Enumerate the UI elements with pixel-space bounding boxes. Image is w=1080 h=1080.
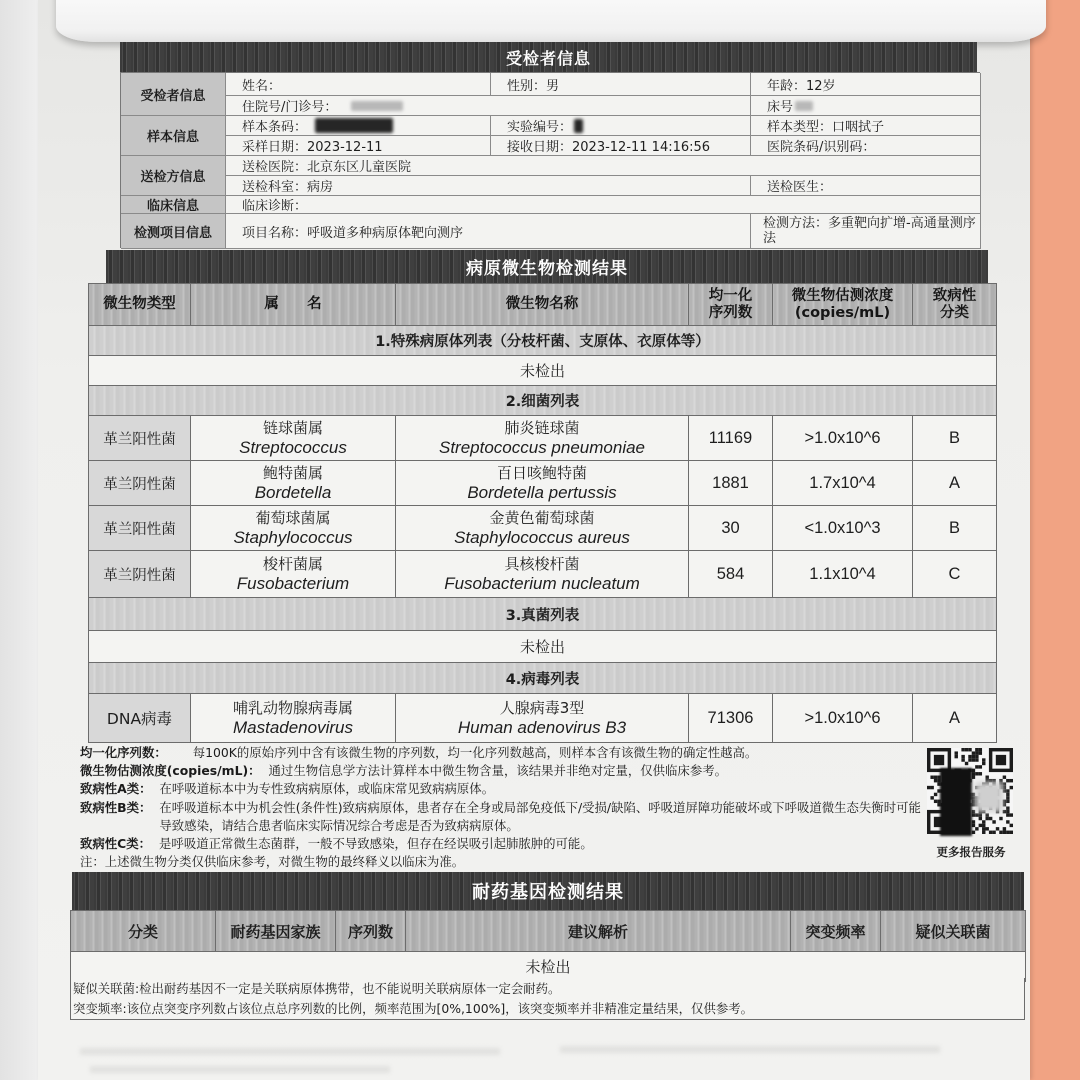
label-submitter: 送检方信息 [121, 156, 226, 196]
col-header-associated-bacteria: 疑似关联菌 [881, 911, 1026, 952]
note-text: 在呼吸道标本中为机会性(条件性)致病病原体，患者存在全身或局部免疫低下/受损/缺陷、呼吸道屏障功能破坏或下呼吸道微生态失衡时可能导致感染，请结合患者临床实际情况综合考虑是否为致病病原体。 [159, 799, 921, 833]
table-row [89, 506, 997, 551]
test-method: 检测方法：多重靶向扩增-高通量测序法 [751, 214, 981, 249]
normalized-reads: 11169 [689, 416, 773, 461]
note-text: 每100K的原始序列中含有该微生物的序列数，均一化序列数越高，则样本含有该微生物的确定性越高。 [192, 745, 758, 760]
estimated-concentration: 1.7x10^4 [773, 461, 913, 506]
table-row [89, 694, 997, 743]
label-sample: 样本信息 [121, 116, 226, 156]
note-disclaimer [80, 853, 922, 871]
normalized-reads: 30 [689, 506, 773, 551]
col-header-mutation-frequency: 突变频率 [791, 911, 881, 952]
hospital-barcode: 医院条码/识别码： [751, 136, 981, 156]
col-header-reads [689, 284, 773, 326]
col-header-microbe-type: 微生物类型 [89, 284, 191, 326]
bacteria-heading: 2.细菌列表 [89, 386, 997, 416]
microbe-type: 革兰阳性菌 [89, 506, 191, 551]
fungi-heading-row [89, 598, 997, 631]
species-cn: 具核梭杆菌 [504, 554, 580, 573]
pathogenicity-class: A [913, 694, 997, 743]
table-header-row [71, 911, 1026, 952]
note-class-a [80, 780, 922, 798]
note-label: 微生物估测浓度(copies/mL)： [80, 763, 261, 779]
estimated-concentration: >1.0x10^6 [773, 694, 913, 743]
genus-latin: Mastadenovirus [232, 717, 353, 737]
genus-cell [191, 461, 396, 506]
section-title-resistance: 耐药基因检测结果 [72, 872, 1024, 910]
bed-no-cell [751, 96, 981, 116]
special-pathogen-result: 未检出 [89, 356, 997, 386]
species-latin: Streptococcus pneumoniae [438, 437, 646, 457]
note-label: 致病性C类： [80, 836, 152, 852]
genus-cn: 链球菌属 [262, 418, 323, 437]
receive-date: 接收日期：2023-12-11 14:16:56 [491, 136, 751, 156]
pathogenicity-class: A [913, 461, 997, 506]
genus-cn: 哺乳动物腺病毒属 [232, 698, 353, 717]
genus-cell [191, 416, 396, 461]
inpatient-no: 住院号/门诊号： [242, 100, 338, 115]
species-cell [396, 416, 689, 461]
estimated-concentration: >1.0x10^6 [773, 416, 913, 461]
sample-barcode: 样本条码： [242, 120, 308, 135]
bleed-through-text [80, 1048, 500, 1055]
species-cn: 百日咳鲍特菌 [496, 463, 587, 482]
patient-info-table [120, 72, 980, 248]
species-cell [396, 551, 689, 598]
submitting-department: 送检科室：病房 [226, 176, 751, 196]
redaction-mark [315, 118, 393, 133]
note-label: 致病性B类： [80, 799, 152, 815]
note-label: 致病性A类： [80, 781, 152, 797]
special-pathogen-result-row [89, 356, 997, 386]
footnote-mutation-frequency: 突变频率:该位点突变序列数占该位点总序列数的比例，频率范围为[0%,100%]，该突变频率并非精准定量结果，仅供参考。 [73, 1000, 754, 1016]
pathogen-results-table [88, 283, 997, 743]
sampling-date: 采样日期：2023-12-11 [226, 136, 491, 156]
species-cn: 肺炎链球菌 [504, 418, 580, 437]
species-cn: 金黄色葡萄球菌 [489, 508, 595, 527]
genus-latin: Bordetella [254, 482, 332, 502]
genus-cn: 鲍特菌属 [262, 463, 323, 482]
note-class-b [80, 799, 922, 835]
submitting-hospital: 送检医院：北京东区儿童医院 [226, 156, 981, 176]
note-text: 是呼吸道正常微生态菌群，一般不导致感染，但存在经误吸引起肺脓肿的可能。 [159, 836, 593, 852]
note-text: 注：上述微生物分类仅供临床参考，对微生物的最终释义以临床为准。 [80, 854, 465, 870]
genus-latin: Staphylococcus [233, 527, 353, 547]
redaction-mark [574, 119, 583, 133]
redaction-mark [940, 768, 972, 836]
page-curl [56, 0, 1046, 42]
pathogenicity-class: C [913, 551, 997, 598]
table-row [89, 551, 997, 598]
col-header-interpretation: 建议解析 [406, 911, 791, 952]
normalized-reads: 584 [689, 551, 773, 598]
submitting-doctor: 送检医生： [751, 176, 981, 196]
microbe-type: 革兰阴性菌 [89, 551, 191, 598]
normalized-reads: 1881 [689, 461, 773, 506]
inpatient-no-cell [226, 96, 751, 116]
special-pathogen-heading: 1.特殊病原体列表（分枝杆菌、支原体、衣原体等） [89, 326, 997, 356]
microbe-type: 革兰阴性菌 [89, 461, 191, 506]
col-header-category: 分类 [71, 911, 216, 952]
table-header-row [89, 284, 997, 326]
special-pathogen-heading-row [89, 326, 997, 356]
species-latin: Fusobacterium nucleatum [444, 573, 640, 593]
fungi-result: 未检出 [89, 631, 997, 663]
note-normalized-reads [80, 744, 922, 762]
sample-type: 样本类型：口咽拭子 [751, 116, 981, 136]
table-row [89, 461, 997, 506]
col-header-pathogenicity [913, 284, 997, 326]
microbe-type: DNA病毒 [89, 694, 191, 743]
section-title-patient-info: 受检者信息 [120, 42, 977, 72]
note-text: 通过生物信息学方法计算样本中微生物含量，该结果并非绝对定量，仅供临床参考。 [268, 763, 727, 779]
genus-cell [191, 506, 396, 551]
experiment-no: 实验编号： [507, 120, 573, 135]
patient-age: 年龄：12岁 [751, 73, 981, 96]
col-header-pathogenicity-text: 致病性分类 [932, 287, 977, 321]
note-concentration [80, 762, 922, 780]
table-row [89, 416, 997, 461]
note-label: 均一化序列数： [80, 745, 167, 760]
label-project: 检测项目信息 [121, 214, 226, 249]
patient-name: 姓名： [226, 73, 491, 96]
species-cn: 人腺病毒3型 [499, 698, 585, 717]
footnote-associated-bacteria: 疑似关联菌:检出耐药基因不一定是关联病原体携带，也不能说明关联病原体一定会耐药。 [73, 981, 561, 996]
genus-latin: Fusobacterium [236, 573, 350, 593]
virus-heading-row [89, 663, 997, 694]
genus-latin: Streptococcus [239, 437, 347, 457]
genus-cn: 梭杆菌属 [262, 554, 323, 573]
resistance-footnotes [70, 978, 1025, 1020]
table-surface [0, 0, 40, 1080]
bacteria-heading-row [89, 386, 997, 416]
genus-cn: 葡萄球菌属 [255, 508, 331, 527]
bed-no: 床号 [767, 100, 794, 115]
estimated-concentration: 1.1x10^4 [773, 551, 913, 598]
result-notes [80, 744, 922, 871]
normalized-reads: 71306 [689, 694, 773, 743]
resistance-results-table [70, 910, 1026, 982]
estimated-concentration: <1.0x10^3 [773, 506, 913, 551]
redaction-mark [975, 782, 1003, 812]
resistance-result: 未检出 [71, 952, 1026, 982]
note-class-c [80, 835, 922, 853]
fungi-result-row [89, 631, 997, 663]
genus-cell [191, 694, 396, 743]
pathogenicity-class: B [913, 506, 997, 551]
experiment-no-cell [491, 116, 751, 136]
species-cell [396, 461, 689, 506]
species-latin: Human adenovirus B3 [457, 717, 627, 737]
genus-cell [191, 551, 396, 598]
col-header-gene-family: 耐药基因家族 [216, 911, 336, 952]
clinical-diagnosis: 临床诊断： [226, 196, 981, 214]
bleed-through-text [560, 1046, 940, 1053]
sample-barcode-cell [226, 116, 491, 136]
species-cell [396, 506, 689, 551]
species-latin: Bordetella pertussis [467, 482, 617, 502]
resistance-result-row [71, 952, 1026, 982]
patient-gender: 性别：男 [491, 73, 751, 96]
label-subject: 受检者信息 [121, 73, 226, 116]
note-text: 在呼吸道标本中为专性致病病原体，或临床常见致病病原体。 [159, 781, 495, 797]
col-header-reads-text: 均一化序列数 [708, 287, 753, 321]
section-title-pathogen: 病原微生物检测结果 [106, 250, 988, 283]
redaction-mark [351, 101, 403, 111]
qr-code-block [925, 748, 1017, 870]
bleed-through-text [90, 1066, 390, 1073]
project-name: 项目名称：呼吸道多种病原体靶向测序 [226, 214, 751, 249]
species-cell [396, 694, 689, 743]
species-latin: Staphylococcus aureus [454, 527, 630, 547]
virus-heading: 4.病毒列表 [89, 663, 997, 694]
fungi-heading: 3.真菌列表 [89, 598, 997, 631]
microbe-type: 革兰阳性菌 [89, 416, 191, 461]
col-header-concentration-text: 微生物估测浓度 (copies/mL) [791, 287, 894, 321]
col-header-sequence-count: 序列数 [336, 911, 406, 952]
qr-caption: 更多报告服务 [936, 845, 1006, 859]
pathogenicity-class: B [913, 416, 997, 461]
redaction-mark [795, 101, 813, 111]
label-clinical: 临床信息 [121, 196, 226, 214]
col-header-genus: 属 名 [191, 284, 396, 326]
col-header-concentration [773, 284, 913, 326]
col-header-microbe-name: 微生物名称 [396, 284, 689, 326]
